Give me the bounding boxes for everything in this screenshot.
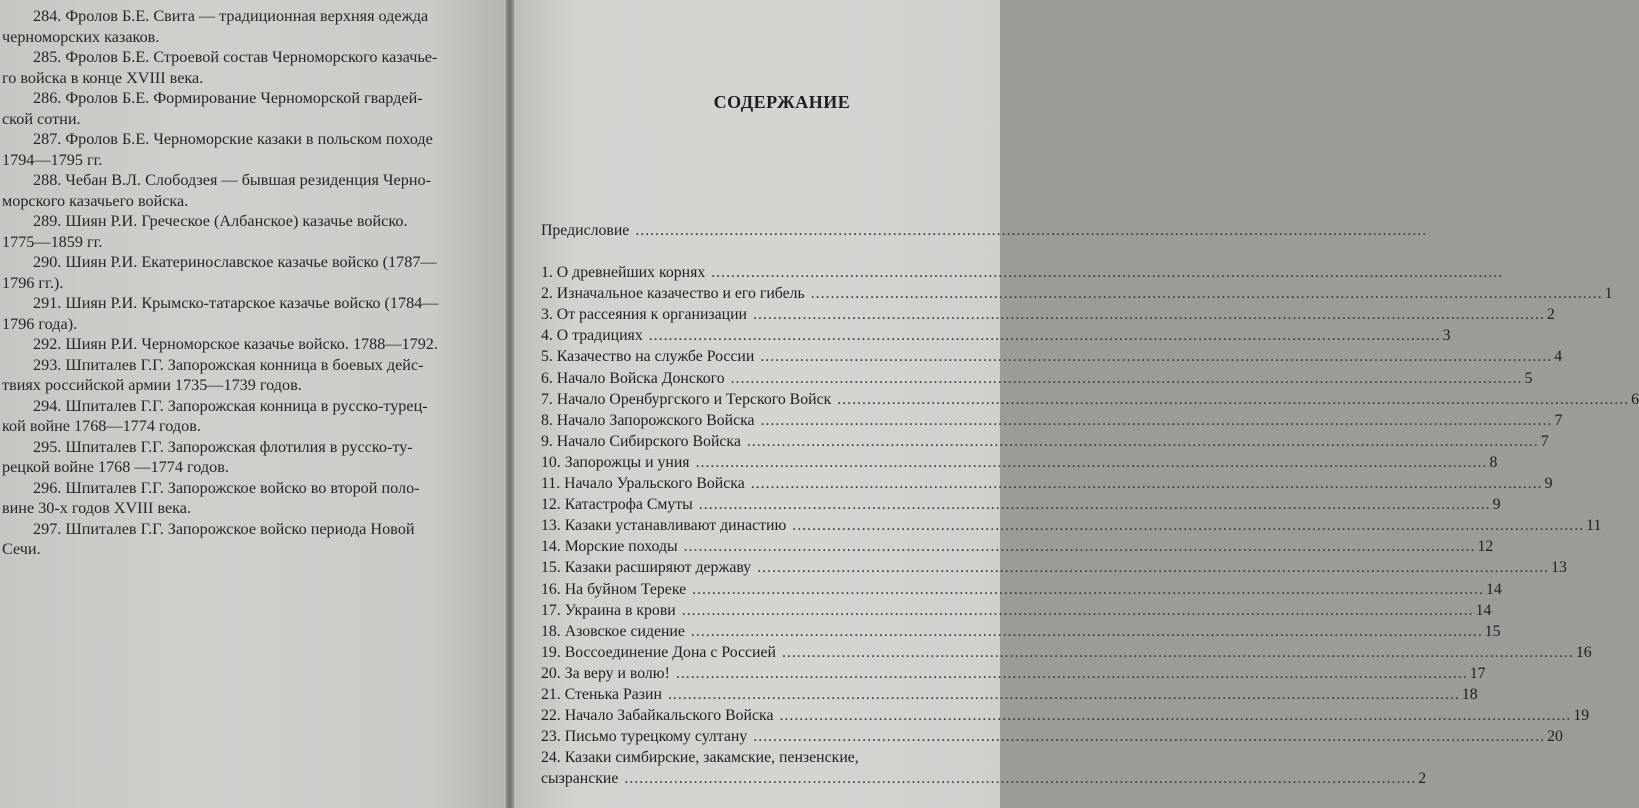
toc-entry-title: 18. Азовское сидение	[541, 622, 685, 640]
toc-entry	[541, 285, 1613, 306]
toc-entry-title: 10. Запорожцы и уния	[541, 453, 690, 471]
bibliography-line: твиях российской армии 1735—1739 годов.	[2, 376, 302, 394]
toc-dot-leader: ................................................................................................................................................................	[730, 369, 1523, 387]
bibliography-entry	[0, 355, 470, 396]
toc-dot-leader: ................................................................................................................................................................	[779, 707, 1572, 725]
toc-dot-leader: ................................................................................................................................................................	[667, 686, 1460, 703]
toc-entry-page: 15	[1484, 622, 1501, 640]
toc-entry	[541, 496, 1501, 517]
toc-entry-page: 8	[1489, 453, 1498, 471]
toc-entry	[541, 348, 1563, 369]
toc-entry-page: 14	[1475, 601, 1492, 619]
toc-entry	[541, 664, 1486, 686]
toc-entry	[541, 538, 1494, 559]
toc-dot-leader: ................................................................................................................................................................	[698, 496, 1491, 514]
toc-entry-title: 16. На буйном Тереке	[541, 580, 687, 598]
toc-entry	[541, 411, 1563, 433]
toc-entry-page: 7	[1540, 432, 1549, 450]
toc-dot-leader: ................................................................................................................................................................	[683, 538, 1476, 556]
toc-entry-page: 19	[1573, 707, 1590, 725]
toc-dot-leader: ................................................................................................................................................................	[692, 580, 1484, 598]
toc-entry-page: 3	[1442, 327, 1451, 345]
bibliography-line: 294. Шпиталев Г.Г. Запорожская конница в русско-турец-	[33, 396, 428, 415]
toc-dot-leader: ................................................................................................................................................................	[690, 622, 1483, 640]
bibliography-line: ской сотни.	[2, 109, 81, 128]
toc-dot-leader: ................................................................................................................................................................	[810, 285, 1603, 303]
toc-entry-page: 17	[1469, 664, 1486, 682]
toc-dot-leader: ................................................................................................................................................................	[760, 348, 1553, 366]
bibliography-entry	[0, 293, 470, 334]
toc-entry-title: 20. За веру и волю!	[541, 664, 670, 682]
bibliography-line: кой войне 1768—1774 годов.	[2, 417, 201, 435]
toc-dot-leader: ................................................................................................................................................................	[781, 643, 1574, 661]
bibliography-line: 1796 года).	[2, 314, 78, 333]
toc-entry	[541, 707, 1590, 728]
bibliography-line: 286. Фролов Б.Е. Формирование Черноморской гвардей-	[33, 89, 423, 107]
toc-entry-title: 22. Начало Забайкальского Войска	[541, 707, 774, 725]
toc-entry-title: 23. Письмо турецкому султану	[541, 728, 748, 746]
toc-entry-page: 12	[1477, 538, 1494, 556]
toc-entry-title: 4. О традициях	[541, 327, 643, 345]
bibliography-line: 285. Фролов Б.Е. Строевой состав Черноморского казачье-	[33, 48, 438, 66]
toc-entry-title: 2. Изначальное казачество и его гибель	[541, 285, 805, 303]
toc-entry-title: 1. О древнейших корнях	[541, 264, 706, 281]
toc-entry-page: 18	[1461, 686, 1478, 703]
toc-entry	[541, 306, 1555, 327]
contents-heading: СОДЕРЖАНИЕ	[713, 92, 851, 112]
bibliography-line: 292. Шиян Р.И. Черноморское казачье войско. 1788—1792.	[33, 335, 438, 353]
bibliography-line: 287. Фролов Б.Е. Черноморские казаки в польском походе	[33, 130, 433, 148]
toc-dot-leader: ................................................................................................................................................................	[753, 728, 1546, 746]
toc-entry-page: 14	[1486, 580, 1502, 598]
toc-entry-title: 11. Начало Уральского Войска	[541, 475, 745, 492]
toc-entry-title: 15. Казаки расширяют державу	[541, 559, 752, 577]
toc-entry-page: 7	[1554, 411, 1563, 429]
bibliography-line: 297. Шпиталев Г.Г. Запорожское войско периода Новой	[33, 519, 415, 538]
toc-entry	[541, 327, 1451, 348]
toc-entry-title: 5. Казачество на службе России	[541, 348, 755, 366]
toc-dot-leader: ................................................................................................................................................................	[746, 432, 1539, 450]
toc-entry-title: 12. Катастрофа Смуты	[541, 496, 693, 514]
toc-dot-leader: ................................................................................................................................................................	[837, 390, 1630, 408]
toc-entry-page: 11	[1586, 517, 1602, 535]
toc-dot-leader: ................................................................................................................................................................	[753, 306, 1545, 324]
toc-dot-leader: ................................................................................................................................................................	[635, 222, 1428, 239]
book-gutter	[506, 0, 514, 808]
toc-entry-title: 21. Стенька Разин	[541, 686, 662, 703]
toc-dot-leader: ................................................................................................................................................................	[675, 664, 1468, 682]
toc-entry-title: 13. Казаки устанавливают династию	[541, 517, 787, 535]
toc-dot-leader: ................................................................................................................................................................	[760, 411, 1553, 429]
bibliography-line: рецкой войне 1768 —1774 годов.	[2, 458, 229, 476]
bibliography-entry	[0, 170, 470, 211]
toc-entry	[541, 728, 1563, 749]
bibliography-entry	[0, 519, 470, 560]
bibliography-entry	[0, 252, 470, 293]
toc-entry	[541, 264, 1504, 285]
toc-entry-title: 14. Морские походы	[541, 538, 678, 556]
bibliography-line: 290. Шиян Р.И. Екатеринославское казачье войско (1787—	[33, 253, 437, 271]
right-page	[514, 0, 1639, 808]
toc-entry-page: 4	[1554, 348, 1563, 366]
toc-dot-leader: ................................................................................................................................................................	[624, 770, 1417, 788]
bibliography-line: черноморских казаков.	[2, 27, 160, 46]
toc-entry-page: 20	[1547, 728, 1563, 746]
toc-entry-title: 19. Воссоединение Дона с Россией	[541, 643, 776, 661]
toc-dot-leader: ................................................................................................................................................................	[681, 601, 1474, 619]
toc-entry-title: Предисловие	[541, 222, 630, 239]
toc-entry-page: 13	[1551, 559, 1567, 577]
toc-dot-leader: ................................................................................................................................................................	[695, 453, 1488, 471]
toc-dot-leader: ................................................................................................................................................................	[750, 475, 1543, 492]
toc-entry-title: 3. От рассеяния к организации	[541, 306, 748, 324]
bibliography-entry	[0, 478, 470, 519]
toc-entry-page: 2	[1418, 770, 1427, 788]
left-page	[0, 0, 506, 808]
toc-entry	[541, 517, 1602, 538]
bibliography-line: го войска в конце XVIII века.	[2, 68, 204, 87]
bibliography-entry	[0, 437, 470, 478]
toc-dot-leader: ................................................................................................................................................................	[792, 517, 1585, 535]
bibliography-line: 289. Шиян Р.И. Греческое (Албанское) казачье войско.	[33, 212, 408, 230]
toc-entry-page: 5	[1524, 369, 1533, 387]
bibliography-line: 296. Шпиталев Г.Г. Запорожское войско во второй поло-	[33, 478, 420, 497]
toc-entry	[541, 580, 1502, 602]
bibliography-entry	[0, 334, 470, 355]
bibliography-line: 284. Фролов Б.Е. Свита — традиционная верхняя одежда	[33, 7, 429, 25]
toc-entry-title: 24. Казаки симбирские, закамские, пензенские,	[541, 749, 859, 767]
bibliography-line: 1794—1795 гг.	[2, 150, 103, 169]
bibliography-line: 1775—1859 гг.	[2, 232, 103, 251]
toc-entry	[541, 643, 1592, 665]
toc-entry-page: 1	[1604, 285, 1613, 303]
bibliography-entry	[0, 6, 470, 47]
toc-entry	[541, 475, 1553, 496]
toc-entry-page: 9	[1492, 496, 1501, 514]
bibliography-entry	[0, 396, 470, 437]
toc-entry	[541, 390, 1639, 412]
toc-entry	[541, 622, 1501, 644]
bibliography-line: 293. Шпиталев Г.Г. Запорожская конница в боевых дейс-	[33, 355, 424, 374]
bibliography-line: 1796 гг.).	[2, 273, 64, 292]
toc-entry-title: сызранские	[541, 770, 619, 788]
bibliography-list	[0, 6, 470, 560]
toc-preface	[541, 222, 1428, 243]
toc-entry-title: 6. Начало Войска Донского	[541, 369, 725, 387]
toc-entry-title: 7. Начало Оренбургского и Терского Войск	[541, 390, 832, 408]
toc-entry-page: 6	[1631, 390, 1639, 408]
toc-dot-leader: ................................................................................................................................................................	[648, 327, 1441, 345]
toc-entry-title: 17. Украина в крови	[541, 601, 676, 619]
toc-entry	[541, 601, 1492, 623]
bibliography-line: вине 30-х годов XVIII века.	[2, 499, 191, 517]
bibliography-entry	[0, 129, 470, 170]
toc-entry	[541, 432, 1549, 454]
toc-dot-leader: ................................................................................................................................................................	[757, 559, 1550, 577]
bibliography-line: 291. Шиян Р.И. Крымско-татарское казачье войско (1784—	[33, 294, 439, 312]
bibliography-entry	[0, 47, 470, 88]
bibliography-line: 288. Чебан В.Л. Слободзея — бывшая резиденция Черно-	[33, 171, 431, 189]
toc-entry	[541, 369, 1533, 391]
bibliography-entry	[0, 211, 470, 252]
toc-entry-title: 8. Начало Запорожского Войска	[541, 411, 755, 429]
toc-entry-page: 16	[1575, 643, 1592, 661]
bibliography-line: Сечи.	[2, 540, 41, 558]
bibliography-line: морского казачьего войска.	[2, 191, 189, 210]
toc-entry	[541, 559, 1567, 580]
toc-entry	[541, 686, 1478, 707]
toc-entry-title: 9. Начало Сибирского Войска	[541, 432, 741, 450]
bibliography-entry	[0, 88, 470, 129]
toc-entry-page: 9	[1544, 475, 1553, 492]
toc-entry	[541, 770, 1427, 791]
toc-entry-page: 2	[1546, 306, 1555, 324]
toc-entry	[541, 453, 1498, 475]
toc-dot-leader: ................................................................................................................................................................	[711, 264, 1504, 281]
bibliography-line: 295. Шпиталев Г.Г. Запорожская флотилия в русско-ту-	[33, 437, 413, 456]
